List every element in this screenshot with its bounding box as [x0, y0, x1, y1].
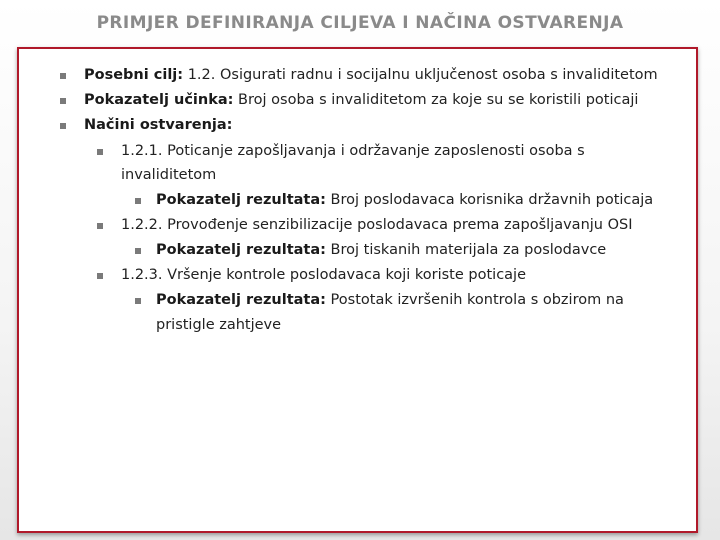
bullet-icon: [60, 98, 66, 104]
bullet-icon: [97, 273, 103, 279]
method-2-indicator: [156, 242, 606, 258]
bullet-icon: [135, 248, 141, 254]
method-3-line: 1.2.3. Vršenje kontrole poslodavaca koji koriste poticaje: [121, 267, 526, 283]
method-1-indicator: [156, 192, 653, 208]
slide-title: PRIMJER DEFINIRANJA CILJEVA I NAČINA OSTVARENJA: [96, 13, 624, 33]
bullet-icon: [97, 223, 103, 229]
goal-text: 1.2. Osigurati radnu i socijalnu uključenost osoba s invaliditetom: [183, 67, 658, 83]
bullet-icon: [60, 123, 66, 129]
methods-label: Načini ostvarenja:: [84, 117, 233, 133]
method-3-indicator-cont: pristigle zahtjeve: [156, 317, 282, 333]
result-indicator-text: Postotak izvršenih kontrola s obzirom na: [325, 292, 624, 308]
method-1-line: 1.2.1. Poticanje zapošljavanja i održavanje zaposlenosti osoba s: [121, 143, 585, 159]
methods-line: [84, 117, 232, 133]
bullet-icon: [97, 149, 103, 155]
result-indicator-label: Pokazatelj rezultata:: [156, 292, 326, 308]
method-2-line: 1.2.2. Provođenje senzibilizacije poslodavaca prema zapošljavanju OSI: [121, 217, 633, 233]
result-indicator-label: Pokazatelj rezultata:: [156, 242, 326, 258]
result-indicator-text: Broj tiskanih materijala za poslodavce: [325, 242, 607, 258]
method-3-indicator: [156, 292, 624, 308]
result-indicator-label: Pokazatelj rezultata:: [156, 192, 326, 208]
goal-label: Posebni cilj:: [84, 67, 184, 83]
output-indicator-line: [84, 92, 638, 108]
method-1-line-cont: invaliditetom: [121, 167, 217, 183]
goal-line: [84, 67, 658, 83]
bullet-icon: [60, 73, 66, 79]
result-indicator-text: Broj poslodavaca korisnika državnih poticaja: [325, 192, 654, 208]
output-indicator-label: Pokazatelj učinka:: [84, 92, 234, 108]
output-indicator-text: Broj osoba s invaliditetom za koje su se koristili poticaji: [233, 92, 639, 108]
bullet-icon: [135, 298, 141, 304]
bullet-icon: [135, 198, 141, 204]
